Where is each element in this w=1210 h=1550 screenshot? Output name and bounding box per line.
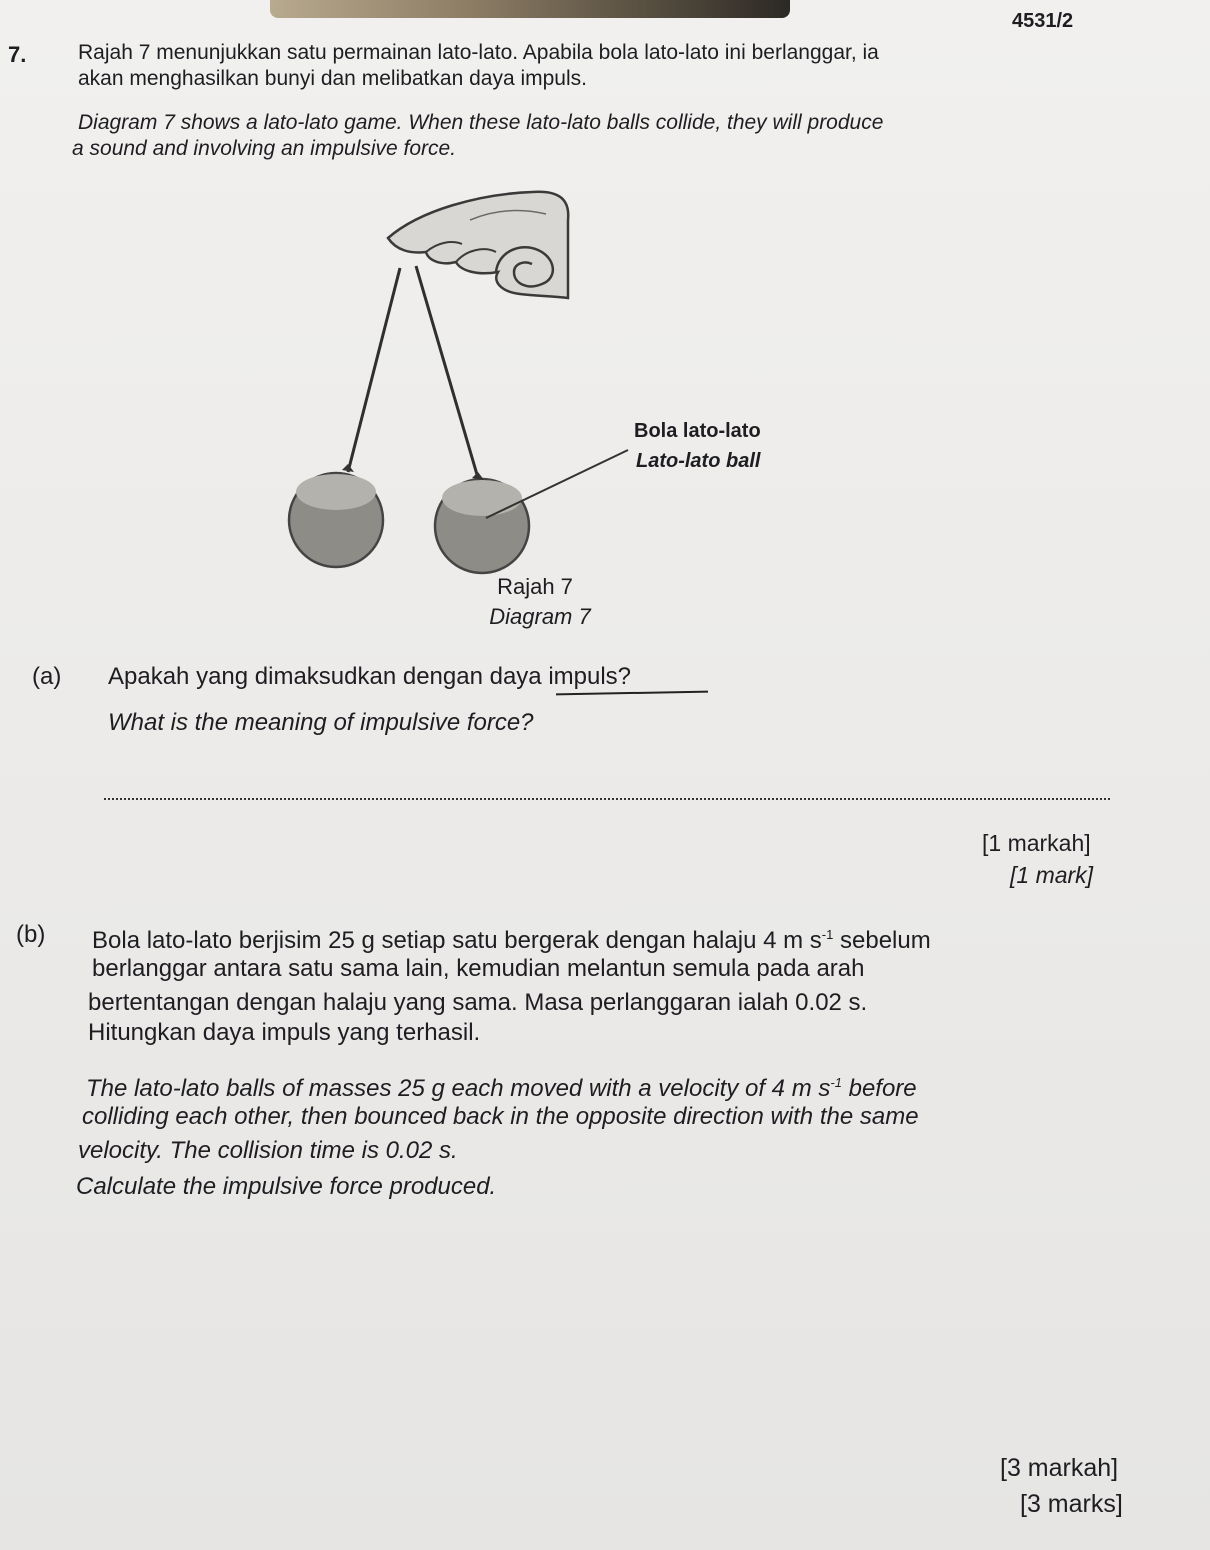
part-a-question-english: What is the meaning of impulsive force? [108, 709, 534, 736]
answer-line[interactable] [104, 796, 1110, 800]
part-b-label: (b) [16, 921, 46, 948]
part-a-label: (a) [32, 663, 62, 690]
intro-english-line1: Diagram 7 shows a lato-lato game. When these lato-lato balls collide, they will produce [78, 111, 884, 134]
part-b-malay-line1: Bola lato-lato berjisim 25 g setiap satu bergerak dengan halaju 4 m $s^{-1}$ sebelum [92, 927, 931, 954]
left-ball [289, 464, 383, 567]
part-a-question-malay: Apakah yang dimaksudkan dengan daya impuls? [108, 663, 632, 690]
right-ball [435, 472, 529, 573]
right-string [416, 266, 478, 478]
part-b-english-line1: The lato-lato balls of masses 25 g each moved with a velocity of 4 m $s^{-1}$ before [86, 1075, 917, 1102]
part-b-malay-line2: berlanggar antara satu sama lain, kemudian melantun semula pada arah [92, 955, 865, 982]
ball-label-malay: Bola lato-lato [634, 420, 761, 442]
paper-code: 4531/2 [1012, 10, 1074, 32]
part-b-english-line2: colliding each other, then bounced back in the opposite direction with the same [82, 1103, 919, 1130]
diagram-lato-lato [270, 180, 830, 580]
part-a-marks-english: [1 mark] [1010, 862, 1094, 888]
part-b-english-line4: Calculate the impulsive force produced. [76, 1173, 497, 1200]
part-b-marks-english: [3 marks] [1020, 1490, 1123, 1518]
intro-malay-line2: akan menghasilkan bunyi dan melibatkan daya impuls. [78, 67, 587, 90]
hand-icon [388, 192, 568, 298]
diagram-caption-malay: Rajah 7 [497, 574, 573, 599]
part-b-malay-line3: bertentangan dengan halaju yang sama. Masa perlanggaran ialah 0.02 s. [88, 989, 868, 1016]
part-b-malay-line4: Hitungkan daya impuls yang terhasil. [88, 1019, 481, 1046]
intro-english-line2: a sound and involving an impulsive force. [72, 137, 457, 160]
left-string [348, 268, 400, 472]
part-a-marks-malay: [1 markah] [982, 830, 1091, 856]
diagram-caption-english: Diagram 7 [489, 604, 591, 629]
intro-malay-line1: Rajah 7 menunjukkan satu permainan lato-lato. Apabila bola lato-lato ini berlanggar, ia [78, 41, 879, 64]
top-edge-object [270, 0, 790, 18]
part-b-english-line3: velocity. The collision time is 0.02 s. [78, 1137, 458, 1164]
ball-label-english: Lato-lato ball [636, 450, 761, 472]
question-number: 7. [8, 42, 27, 67]
part-b-marks-malay: [3 markah] [1000, 1454, 1119, 1482]
label-leader-line [486, 450, 628, 518]
